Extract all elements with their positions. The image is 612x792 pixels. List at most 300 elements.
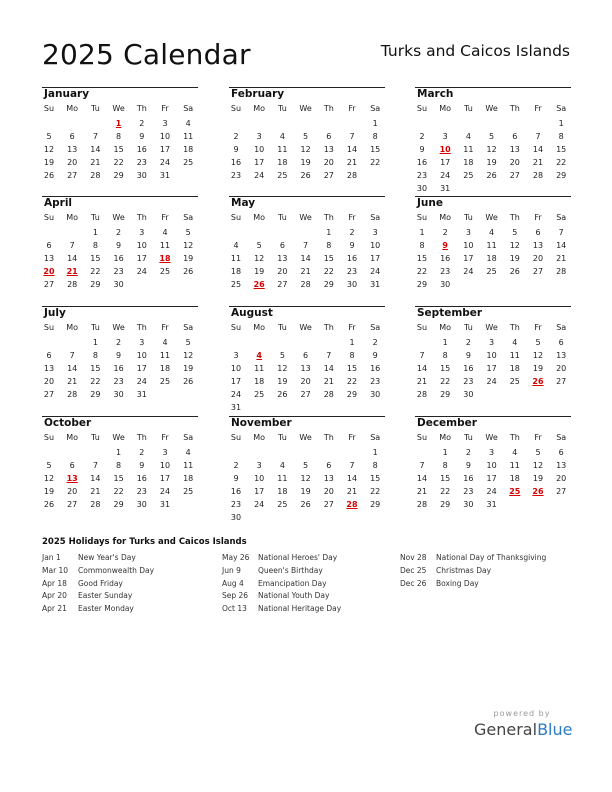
day-cell[interactable]: 26 xyxy=(183,267,194,276)
day-cell[interactable]: 21 xyxy=(346,158,358,167)
day-cell[interactable]: 5 xyxy=(46,132,52,141)
day-cell[interactable]: 25 xyxy=(486,267,497,276)
day-cell[interactable]: 24 xyxy=(486,377,497,386)
day-cell[interactable]: 22 xyxy=(90,377,101,386)
day-cell[interactable]: 8 xyxy=(92,351,98,360)
day-cell[interactable]: 23 xyxy=(136,158,147,167)
day-cell[interactable]: 7 xyxy=(535,132,541,141)
day-cell[interactable]: 24 xyxy=(136,267,147,276)
day-cell[interactable]: 30 xyxy=(230,513,242,522)
day-cell[interactable]: 17 xyxy=(254,158,265,167)
day-cell[interactable]: 30 xyxy=(113,280,124,289)
day-cell[interactable]: 24 xyxy=(159,158,171,167)
day-cell[interactable]: 17 xyxy=(159,145,171,154)
day-cell[interactable]: 22 xyxy=(113,487,124,496)
day-cell[interactable]: 29 xyxy=(323,280,334,289)
day-cell[interactable]: 19 xyxy=(509,254,520,263)
day-cell[interactable]: 12 xyxy=(509,241,520,250)
day-cell[interactable]: 18 xyxy=(509,474,520,483)
day-cell[interactable]: 27 xyxy=(43,280,55,289)
day-cell[interactable]: 26 xyxy=(486,171,497,180)
day-cell[interactable]: 28 xyxy=(346,171,358,180)
day-cell[interactable]: 16 xyxy=(463,474,474,483)
day-cell[interactable]: 14 xyxy=(556,241,567,250)
day-cell[interactable]: 1 xyxy=(558,119,564,128)
day-cell[interactable]: 23 xyxy=(230,171,242,180)
day-cell[interactable]: 29 xyxy=(90,280,101,289)
day-cell[interactable]: 31 xyxy=(370,280,381,289)
day-cell[interactable]: 14 xyxy=(323,364,334,373)
day-cell[interactable]: 16 xyxy=(230,487,242,496)
day-cell[interactable]: 20 xyxy=(67,487,78,496)
day-cell[interactable]: 23 xyxy=(113,267,124,276)
day-cell[interactable]: 16 xyxy=(230,158,242,167)
day-cell[interactable]: 4 xyxy=(512,338,518,347)
day-cell[interactable]: 12 xyxy=(300,145,311,154)
day-cell[interactable]: 14 xyxy=(346,474,358,483)
day-cell[interactable]: 27 xyxy=(67,500,78,509)
day-cell[interactable]: 12 xyxy=(183,351,194,360)
day-cell[interactable]: 27 xyxy=(43,390,55,399)
day-cell[interactable]: 26 xyxy=(43,500,55,509)
day-cell[interactable]: 24 xyxy=(136,377,147,386)
day-cell[interactable]: 10 xyxy=(463,241,474,250)
day-cell[interactable]: 9 xyxy=(419,145,425,154)
day-cell[interactable]: 12 xyxy=(300,474,311,483)
day-cell[interactable]: 28 xyxy=(416,390,428,399)
day-cell[interactable]: 17 xyxy=(230,377,242,386)
day-cell[interactable]: 11 xyxy=(230,254,242,263)
day-cell[interactable]: 9 xyxy=(233,474,239,483)
day-cell[interactable]: 26 xyxy=(277,390,288,399)
day-cell[interactable]: 9 xyxy=(372,351,378,360)
day-cell[interactable]: 6 xyxy=(558,338,564,347)
day-cell[interactable]: 1 xyxy=(419,228,425,237)
day-cell[interactable]: 8 xyxy=(372,461,378,470)
day-cell[interactable]: 5 xyxy=(303,461,309,470)
day-cell[interactable]: 31 xyxy=(486,500,497,509)
day-cell[interactable]: 5 xyxy=(489,132,495,141)
day-cell[interactable]: 28 xyxy=(67,280,78,289)
day-cell[interactable]: 16 xyxy=(416,158,428,167)
day-cell[interactable]: 15 xyxy=(323,254,334,263)
day-cell[interactable]: 25 xyxy=(159,267,171,276)
day-cell[interactable]: 8 xyxy=(442,461,448,470)
day-cell[interactable]: 5 xyxy=(535,338,541,347)
day-cell[interactable]: 18 xyxy=(463,158,474,167)
day-cell[interactable]: 14 xyxy=(532,145,544,154)
day-cell[interactable]: 30 xyxy=(136,500,147,509)
day-cell[interactable]: 28 xyxy=(90,500,101,509)
day-cell[interactable]: 9 xyxy=(349,241,355,250)
day-cell[interactable]: 5 xyxy=(535,448,541,457)
day-cell[interactable]: 12 xyxy=(43,474,55,483)
day-cell[interactable]: 11 xyxy=(159,241,171,250)
day-cell[interactable]: 29 xyxy=(440,500,451,509)
day-cell[interactable]: 23 xyxy=(136,487,147,496)
day-cell[interactable]: 4 xyxy=(279,461,285,470)
day-cell[interactable]: 1 xyxy=(442,448,448,457)
day-cell[interactable]: 6 xyxy=(326,461,332,470)
day-cell[interactable]: 17 xyxy=(463,254,474,263)
day-cell[interactable]: 11 xyxy=(183,132,194,141)
day-cell[interactable]: 31 xyxy=(159,500,171,509)
day-cell[interactable]: 6 xyxy=(279,241,285,250)
day-cell[interactable]: 16 xyxy=(113,254,124,263)
day-cell[interactable]: 30 xyxy=(463,390,474,399)
day-cell[interactable]: 10 xyxy=(136,351,147,360)
day-cell[interactable]: 16 xyxy=(370,364,381,373)
day-cell[interactable]: 12 xyxy=(532,351,544,360)
day-cell[interactable]: 25 xyxy=(183,487,194,496)
day-cell[interactable]: 7 xyxy=(349,461,355,470)
day-cell[interactable]: 11 xyxy=(509,461,520,470)
day-cell[interactable]: 19 xyxy=(254,267,265,276)
day-cell[interactable]: 20 xyxy=(509,158,520,167)
day-cell[interactable]: 15 xyxy=(113,474,124,483)
day-cell[interactable]: 13 xyxy=(532,241,544,250)
day-cell[interactable]: 10 xyxy=(370,241,381,250)
day-cell[interactable]: 31 xyxy=(159,171,171,180)
day-cell[interactable]: 12 xyxy=(532,461,544,470)
day-cell[interactable]: 22 xyxy=(113,158,124,167)
day-cell[interactable]: 21 xyxy=(323,377,334,386)
day-cell[interactable]: 13 xyxy=(556,351,567,360)
day-cell[interactable]: 9 xyxy=(465,351,471,360)
day-cell[interactable]: 12 xyxy=(183,241,194,250)
day-cell[interactable]: 6 xyxy=(512,132,518,141)
day-cell[interactable]: 27 xyxy=(556,377,567,386)
day-cell[interactable]: 22 xyxy=(346,377,358,386)
day-cell[interactable]: 14 xyxy=(90,145,101,154)
day-cell[interactable]: 29 xyxy=(346,390,358,399)
day-cell[interactable]: 3 xyxy=(256,461,262,470)
holiday-day-cell[interactable]: 26 xyxy=(253,280,265,289)
day-cell[interactable]: 12 xyxy=(43,145,55,154)
day-cell[interactable]: 8 xyxy=(92,241,98,250)
day-cell[interactable]: 19 xyxy=(277,377,288,386)
day-cell[interactable]: 24 xyxy=(440,171,451,180)
day-cell[interactable]: 16 xyxy=(136,474,147,483)
day-cell[interactable]: 11 xyxy=(254,364,265,373)
day-cell[interactable]: 2 xyxy=(139,119,145,128)
holiday-day-cell[interactable]: 18 xyxy=(159,254,171,263)
day-cell[interactable]: 14 xyxy=(300,254,311,263)
day-cell[interactable]: 20 xyxy=(323,487,334,496)
day-cell[interactable]: 30 xyxy=(463,500,474,509)
day-cell[interactable]: 7 xyxy=(303,241,309,250)
day-cell[interactable]: 5 xyxy=(46,461,52,470)
day-cell[interactable]: 18 xyxy=(254,377,265,386)
day-cell[interactable]: 1 xyxy=(372,448,378,457)
day-cell[interactable]: 11 xyxy=(277,145,288,154)
day-cell[interactable]: 5 xyxy=(279,351,285,360)
day-cell[interactable]: 19 xyxy=(43,158,55,167)
day-cell[interactable]: 25 xyxy=(254,390,265,399)
day-cell[interactable]: 8 xyxy=(326,241,332,250)
day-cell[interactable]: 5 xyxy=(185,228,191,237)
day-cell[interactable]: 13 xyxy=(300,364,311,373)
day-cell[interactable]: 13 xyxy=(323,474,334,483)
day-cell[interactable]: 1 xyxy=(116,448,122,457)
day-cell[interactable]: 10 xyxy=(486,351,497,360)
day-cell[interactable]: 20 xyxy=(556,474,567,483)
day-cell[interactable]: 10 xyxy=(486,461,497,470)
day-cell[interactable]: 7 xyxy=(419,461,425,470)
day-cell[interactable]: 19 xyxy=(486,158,497,167)
day-cell[interactable]: 3 xyxy=(162,119,168,128)
day-cell[interactable]: 12 xyxy=(254,254,265,263)
day-cell[interactable]: 23 xyxy=(230,500,242,509)
day-cell[interactable]: 21 xyxy=(90,487,101,496)
day-cell[interactable]: 13 xyxy=(323,145,334,154)
day-cell[interactable]: 15 xyxy=(113,145,124,154)
day-cell[interactable]: 6 xyxy=(558,448,564,457)
day-cell[interactable]: 15 xyxy=(90,364,101,373)
holiday-day-cell[interactable]: 28 xyxy=(346,500,358,509)
day-cell[interactable]: 27 xyxy=(509,171,520,180)
day-cell[interactable]: 29 xyxy=(90,390,101,399)
day-cell[interactable]: 26 xyxy=(300,500,311,509)
day-cell[interactable]: 21 xyxy=(556,254,567,263)
day-cell[interactable]: 15 xyxy=(556,145,567,154)
day-cell[interactable]: 29 xyxy=(113,500,124,509)
day-cell[interactable]: 17 xyxy=(370,254,381,263)
day-cell[interactable]: 1 xyxy=(349,338,355,347)
day-cell[interactable]: 25 xyxy=(277,500,288,509)
day-cell[interactable]: 16 xyxy=(113,364,124,373)
day-cell[interactable]: 16 xyxy=(440,254,451,263)
day-cell[interactable]: 15 xyxy=(90,254,101,263)
day-cell[interactable]: 5 xyxy=(256,241,262,250)
day-cell[interactable]: 2 xyxy=(349,228,355,237)
day-cell[interactable]: 27 xyxy=(532,267,544,276)
day-cell[interactable]: 3 xyxy=(489,448,495,457)
day-cell[interactable]: 10 xyxy=(159,132,171,141)
day-cell[interactable]: 18 xyxy=(277,158,288,167)
day-cell[interactable]: 19 xyxy=(532,364,544,373)
day-cell[interactable]: 19 xyxy=(300,158,311,167)
holiday-day-cell[interactable]: 25 xyxy=(509,487,521,496)
day-cell[interactable]: 14 xyxy=(90,474,101,483)
day-cell[interactable]: 13 xyxy=(277,254,288,263)
day-cell[interactable]: 4 xyxy=(185,119,191,128)
day-cell[interactable]: 14 xyxy=(67,254,78,263)
day-cell[interactable]: 9 xyxy=(233,145,239,154)
day-cell[interactable]: 23 xyxy=(346,267,358,276)
day-cell[interactable]: 18 xyxy=(277,487,288,496)
day-cell[interactable]: 6 xyxy=(69,461,75,470)
day-cell[interactable]: 13 xyxy=(556,461,567,470)
day-cell[interactable]: 4 xyxy=(233,241,239,250)
day-cell[interactable]: 5 xyxy=(303,132,309,141)
day-cell[interactable]: 23 xyxy=(370,377,381,386)
holiday-day-cell[interactable]: 13 xyxy=(66,474,78,483)
day-cell[interactable]: 24 xyxy=(486,487,497,496)
day-cell[interactable]: 7 xyxy=(558,228,564,237)
day-cell[interactable]: 15 xyxy=(370,474,381,483)
day-cell[interactable]: 22 xyxy=(440,377,451,386)
day-cell[interactable]: 22 xyxy=(556,158,567,167)
day-cell[interactable]: 2 xyxy=(233,132,239,141)
day-cell[interactable]: 17 xyxy=(440,158,451,167)
day-cell[interactable]: 15 xyxy=(416,254,428,263)
day-cell[interactable]: 21 xyxy=(90,158,101,167)
day-cell[interactable]: 4 xyxy=(185,448,191,457)
day-cell[interactable]: 2 xyxy=(419,132,425,141)
day-cell[interactable]: 10 xyxy=(136,241,147,250)
day-cell[interactable]: 12 xyxy=(486,145,497,154)
day-cell[interactable]: 4 xyxy=(465,132,471,141)
day-cell[interactable]: 25 xyxy=(159,377,171,386)
day-cell[interactable]: 27 xyxy=(67,171,78,180)
day-cell[interactable]: 28 xyxy=(90,171,101,180)
day-cell[interactable]: 5 xyxy=(185,338,191,347)
day-cell[interactable]: 8 xyxy=(116,461,122,470)
day-cell[interactable]: 24 xyxy=(254,500,265,509)
day-cell[interactable]: 25 xyxy=(463,171,474,180)
day-cell[interactable]: 25 xyxy=(509,377,520,386)
day-cell[interactable]: 7 xyxy=(349,132,355,141)
day-cell[interactable]: 10 xyxy=(254,474,265,483)
day-cell[interactable]: 2 xyxy=(116,338,122,347)
day-cell[interactable]: 9 xyxy=(139,132,145,141)
day-cell[interactable]: 1 xyxy=(372,119,378,128)
day-cell[interactable]: 6 xyxy=(69,132,75,141)
day-cell[interactable]: 2 xyxy=(442,228,448,237)
day-cell[interactable]: 30 xyxy=(113,390,124,399)
day-cell[interactable]: 11 xyxy=(486,241,497,250)
day-cell[interactable]: 26 xyxy=(509,267,520,276)
day-cell[interactable]: 20 xyxy=(532,254,544,263)
holiday-day-cell[interactable]: 1 xyxy=(115,119,122,128)
day-cell[interactable]: 6 xyxy=(46,241,52,250)
day-cell[interactable]: 29 xyxy=(113,171,124,180)
day-cell[interactable]: 27 xyxy=(300,390,311,399)
day-cell[interactable]: 8 xyxy=(349,351,355,360)
day-cell[interactable]: 27 xyxy=(323,500,334,509)
day-cell[interactable]: 21 xyxy=(67,377,78,386)
day-cell[interactable]: 20 xyxy=(300,377,311,386)
day-cell[interactable]: 18 xyxy=(183,474,194,483)
day-cell[interactable]: 6 xyxy=(535,228,541,237)
day-cell[interactable]: 23 xyxy=(416,171,428,180)
day-cell[interactable]: 11 xyxy=(159,351,171,360)
day-cell[interactable]: 29 xyxy=(370,500,381,509)
day-cell[interactable]: 19 xyxy=(532,474,544,483)
day-cell[interactable]: 20 xyxy=(43,377,55,386)
day-cell[interactable]: 28 xyxy=(300,280,311,289)
day-cell[interactable]: 2 xyxy=(465,448,471,457)
day-cell[interactable]: 6 xyxy=(46,351,52,360)
day-cell[interactable]: 9 xyxy=(116,241,122,250)
day-cell[interactable]: 19 xyxy=(183,364,194,373)
day-cell[interactable]: 8 xyxy=(372,132,378,141)
day-cell[interactable]: 18 xyxy=(486,254,497,263)
day-cell[interactable]: 18 xyxy=(230,267,242,276)
day-cell[interactable]: 13 xyxy=(43,254,55,263)
day-cell[interactable]: 8 xyxy=(419,241,425,250)
day-cell[interactable]: 11 xyxy=(183,461,194,470)
day-cell[interactable]: 21 xyxy=(300,267,311,276)
day-cell[interactable]: 20 xyxy=(67,158,78,167)
day-cell[interactable]: 7 xyxy=(92,461,98,470)
day-cell[interactable]: 14 xyxy=(67,364,78,373)
day-cell[interactable]: 3 xyxy=(139,228,145,237)
day-cell[interactable]: 24 xyxy=(370,267,381,276)
day-cell[interactable]: 13 xyxy=(43,364,55,373)
day-cell[interactable]: 15 xyxy=(346,364,358,373)
day-cell[interactable]: 16 xyxy=(346,254,358,263)
day-cell[interactable]: 17 xyxy=(254,487,265,496)
day-cell[interactable]: 7 xyxy=(69,351,75,360)
day-cell[interactable]: 17 xyxy=(136,364,147,373)
day-cell[interactable]: 26 xyxy=(300,171,311,180)
day-cell[interactable]: 17 xyxy=(486,364,497,373)
day-cell[interactable]: 19 xyxy=(300,487,311,496)
day-cell[interactable]: 4 xyxy=(279,132,285,141)
day-cell[interactable]: 7 xyxy=(69,241,75,250)
day-cell[interactable]: 22 xyxy=(370,158,381,167)
day-cell[interactable]: 24 xyxy=(230,390,242,399)
day-cell[interactable]: 2 xyxy=(233,461,239,470)
day-cell[interactable]: 4 xyxy=(489,228,495,237)
day-cell[interactable]: 23 xyxy=(463,377,474,386)
day-cell[interactable]: 10 xyxy=(230,364,242,373)
day-cell[interactable]: 13 xyxy=(67,145,78,154)
day-cell[interactable]: 7 xyxy=(326,351,332,360)
day-cell[interactable]: 27 xyxy=(323,171,334,180)
day-cell[interactable]: 2 xyxy=(372,338,378,347)
day-cell[interactable]: 28 xyxy=(323,390,334,399)
day-cell[interactable]: 18 xyxy=(159,364,171,373)
day-cell[interactable]: 14 xyxy=(416,364,428,373)
day-cell[interactable]: 19 xyxy=(183,254,194,263)
day-cell[interactable]: 16 xyxy=(136,145,147,154)
day-cell[interactable]: 22 xyxy=(440,487,451,496)
day-cell[interactable]: 19 xyxy=(43,487,55,496)
day-cell[interactable]: 23 xyxy=(463,487,474,496)
day-cell[interactable]: 3 xyxy=(256,132,262,141)
day-cell[interactable]: 11 xyxy=(277,474,288,483)
day-cell[interactable]: 15 xyxy=(440,474,451,483)
day-cell[interactable]: 21 xyxy=(532,158,544,167)
day-cell[interactable]: 26 xyxy=(183,377,194,386)
day-cell[interactable]: 1 xyxy=(326,228,332,237)
day-cell[interactable]: 18 xyxy=(509,364,520,373)
day-cell[interactable]: 3 xyxy=(372,228,378,237)
day-cell[interactable]: 9 xyxy=(139,461,145,470)
day-cell[interactable]: 3 xyxy=(442,132,448,141)
day-cell[interactable]: 8 xyxy=(116,132,122,141)
day-cell[interactable]: 7 xyxy=(419,351,425,360)
day-cell[interactable]: 31 xyxy=(230,403,242,412)
day-cell[interactable]: 16 xyxy=(463,364,474,373)
day-cell[interactable]: 21 xyxy=(346,487,358,496)
day-cell[interactable]: 11 xyxy=(463,145,474,154)
day-cell[interactable]: 8 xyxy=(558,132,564,141)
day-cell[interactable]: 15 xyxy=(370,145,381,154)
day-cell[interactable]: 24 xyxy=(159,487,171,496)
holiday-day-cell[interactable]: 26 xyxy=(532,487,544,496)
day-cell[interactable]: 3 xyxy=(139,338,145,347)
day-cell[interactable]: 22 xyxy=(90,267,101,276)
day-cell[interactable]: 9 xyxy=(465,461,471,470)
day-cell[interactable]: 23 xyxy=(113,377,124,386)
holiday-day-cell[interactable]: 10 xyxy=(439,145,451,154)
day-cell[interactable]: 4 xyxy=(512,448,518,457)
holiday-day-cell[interactable]: 26 xyxy=(532,377,544,386)
